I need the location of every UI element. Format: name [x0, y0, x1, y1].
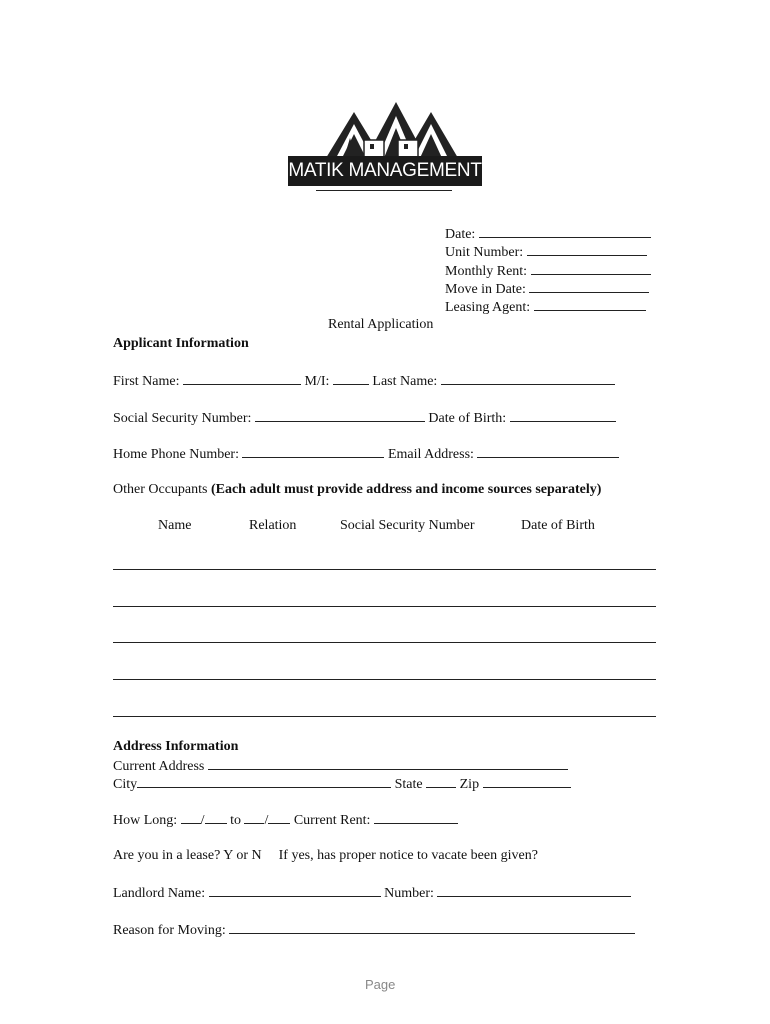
notice-question: If yes, has proper notice to vacate been given? — [278, 848, 538, 863]
occupants-row — [113, 481, 601, 499]
name-row — [113, 371, 615, 391]
landlord-number-blank[interactable] — [437, 883, 631, 897]
mi-label: M/I: — [304, 374, 330, 389]
ssn-label: Social Security Number: — [113, 411, 252, 426]
email-blank[interactable] — [477, 444, 619, 458]
how-long-from-month-blank[interactable] — [181, 810, 201, 824]
last-name-label: Last Name: — [372, 374, 438, 389]
reason-label: Reason for Moving: — [113, 923, 226, 938]
logo-wordmark: MATIK MANAGEMENT — [288, 156, 482, 186]
zip-blank[interactable] — [483, 774, 571, 788]
mi-blank[interactable] — [333, 371, 369, 385]
first-name-label: First Name: — [113, 374, 180, 389]
how-long-to-label: to — [230, 813, 241, 828]
monthly-rent-field — [445, 261, 651, 281]
current-address-row — [113, 756, 568, 776]
how-long-from-slash: / — [200, 813, 205, 828]
date-blank[interactable] — [479, 224, 651, 238]
how-long-to-month-blank[interactable] — [244, 810, 264, 824]
logo-underline — [316, 190, 452, 191]
how-long-to-year-blank[interactable] — [268, 810, 290, 824]
reason-blank[interactable] — [229, 920, 635, 934]
current-address-label: Current Address — [113, 759, 205, 774]
home-phone-label: Home Phone Number: — [113, 447, 239, 462]
page-title: Rental Application — [328, 317, 434, 332]
unit-number-label: Unit Number: — [445, 245, 524, 260]
state-label: State — [394, 777, 423, 792]
zip-label: Zip — [459, 777, 480, 792]
how-long-label: How Long: — [113, 813, 178, 828]
landlord-row — [113, 883, 631, 903]
ssn-row — [113, 408, 616, 428]
ssn-blank[interactable] — [255, 408, 425, 422]
move-in-date-blank[interactable] — [529, 279, 649, 293]
occupants-col-dob: Date of Birth — [521, 518, 595, 533]
occupants-label: Other Occupants — [113, 482, 208, 497]
monthly-rent-label: Monthly Rent: — [445, 264, 528, 279]
monthly-rent-blank[interactable] — [531, 261, 651, 275]
company-logo — [286, 100, 484, 194]
phone-row — [113, 444, 619, 464]
occupant-line-2[interactable] — [113, 606, 656, 607]
current-rent-label: Current Rent: — [293, 813, 371, 828]
reason-row — [113, 920, 635, 940]
leasing-agent-blank[interactable] — [534, 297, 646, 311]
city-label: City — [113, 777, 138, 792]
home-phone-blank[interactable] — [242, 444, 384, 458]
occupant-line-1[interactable] — [113, 569, 656, 570]
date-field — [445, 224, 651, 244]
last-name-blank[interactable] — [441, 371, 615, 385]
first-name-blank[interactable] — [183, 371, 301, 385]
city-blank[interactable] — [137, 774, 391, 788]
leasing-agent-field — [445, 297, 646, 317]
date-label: Date: — [445, 227, 476, 242]
how-long-from-year-blank[interactable] — [205, 810, 227, 824]
occupant-line-5[interactable] — [113, 716, 656, 717]
occupants-note: (Each adult must provide address and income sources separately) — [210, 482, 602, 497]
lease-question: Are you in a lease? Y or N — [113, 848, 262, 863]
how-long-to-slash: / — [264, 813, 269, 828]
move-in-date-label: Move in Date: — [445, 282, 526, 297]
leasing-agent-label: Leasing Agent: — [445, 300, 531, 315]
page-footer: Page — [365, 977, 396, 992]
occupants-col-ssn: Social Security Number — [340, 518, 475, 533]
move-in-date-field — [445, 279, 649, 299]
occupant-line-3[interactable] — [113, 642, 656, 643]
lease-row — [113, 847, 538, 865]
landlord-name-label: Landlord Name: — [113, 886, 206, 901]
unit-number-field — [445, 242, 647, 262]
occupants-col-relation: Relation — [249, 518, 297, 533]
occupant-line-4[interactable] — [113, 679, 656, 680]
city-row — [113, 774, 571, 794]
dob-label: Date of Birth: — [428, 411, 507, 426]
mountain-houses-icon — [286, 100, 484, 160]
email-label: Email Address: — [387, 447, 474, 462]
address-heading: Address Information — [113, 739, 239, 754]
current-address-blank[interactable] — [208, 756, 568, 770]
landlord-number-label: Number: — [384, 886, 434, 901]
occupants-col-name: Name — [158, 518, 192, 533]
applicant-heading: Applicant Information — [113, 336, 249, 351]
unit-number-blank[interactable] — [527, 242, 647, 256]
landlord-name-blank[interactable] — [209, 883, 381, 897]
dob-blank[interactable] — [510, 408, 616, 422]
current-rent-blank[interactable] — [374, 810, 458, 824]
state-blank[interactable] — [426, 774, 456, 788]
how-long-row — [113, 810, 458, 830]
